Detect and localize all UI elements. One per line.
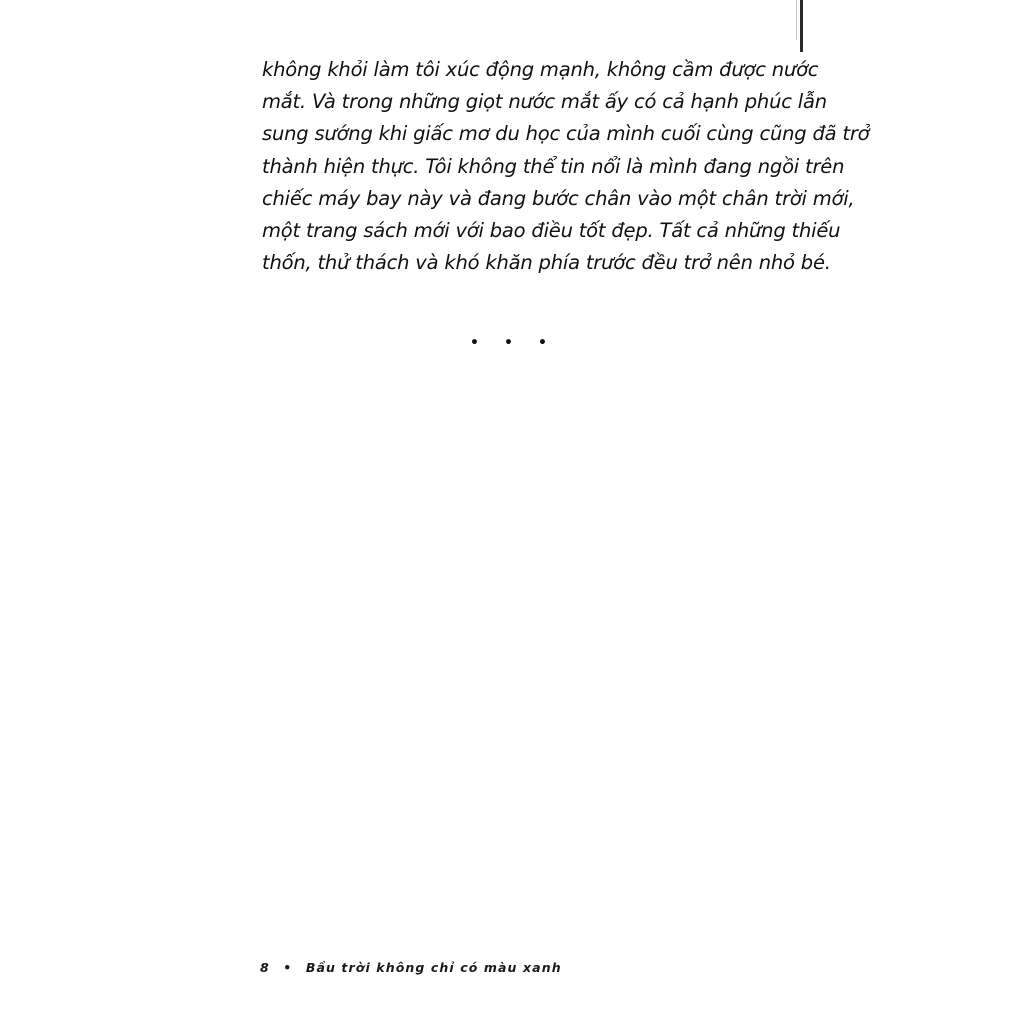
section-dot: • [470,335,479,351]
scan-edge-shadow [796,0,797,40]
paragraph-line: chiếc máy bay này và đang bước chân vào một chân trời mới, [262,186,855,210]
body-paragraph [262,54,870,279]
section-dot: • [538,335,547,351]
page-number: 8 [260,960,270,975]
section-dot: • [504,335,513,351]
footer-separator: • [283,960,293,975]
scan-edge-mark [800,0,803,52]
running-footer [260,960,562,975]
paragraph-line: sung sướng khi giấc mơ du học của mình cuối cùng cũng đã trở [262,122,870,146]
paragraph-line: thành hiện thực. Tôi không thể tin nổi là mình đang ngồi trên [262,154,845,178]
paragraph-line: không khỏi làm tôi xúc động mạnh, không cầm được nước [262,58,819,81]
book-title: Bầu trời không chỉ có màu xanh [305,960,562,975]
paragraph-line: thốn, thử thách và khó khăn phía trước đều trở nên nhỏ bé. [262,251,831,275]
paragraph-line: một trang sách mới với bao điều tốt đẹp. Tất cả những thiếu [262,218,841,242]
section-break-dots [470,333,550,353]
paragraph-line: mắt. Và trong những giọt nước mắt ấy có cả hạnh phúc lẫn [262,90,827,114]
